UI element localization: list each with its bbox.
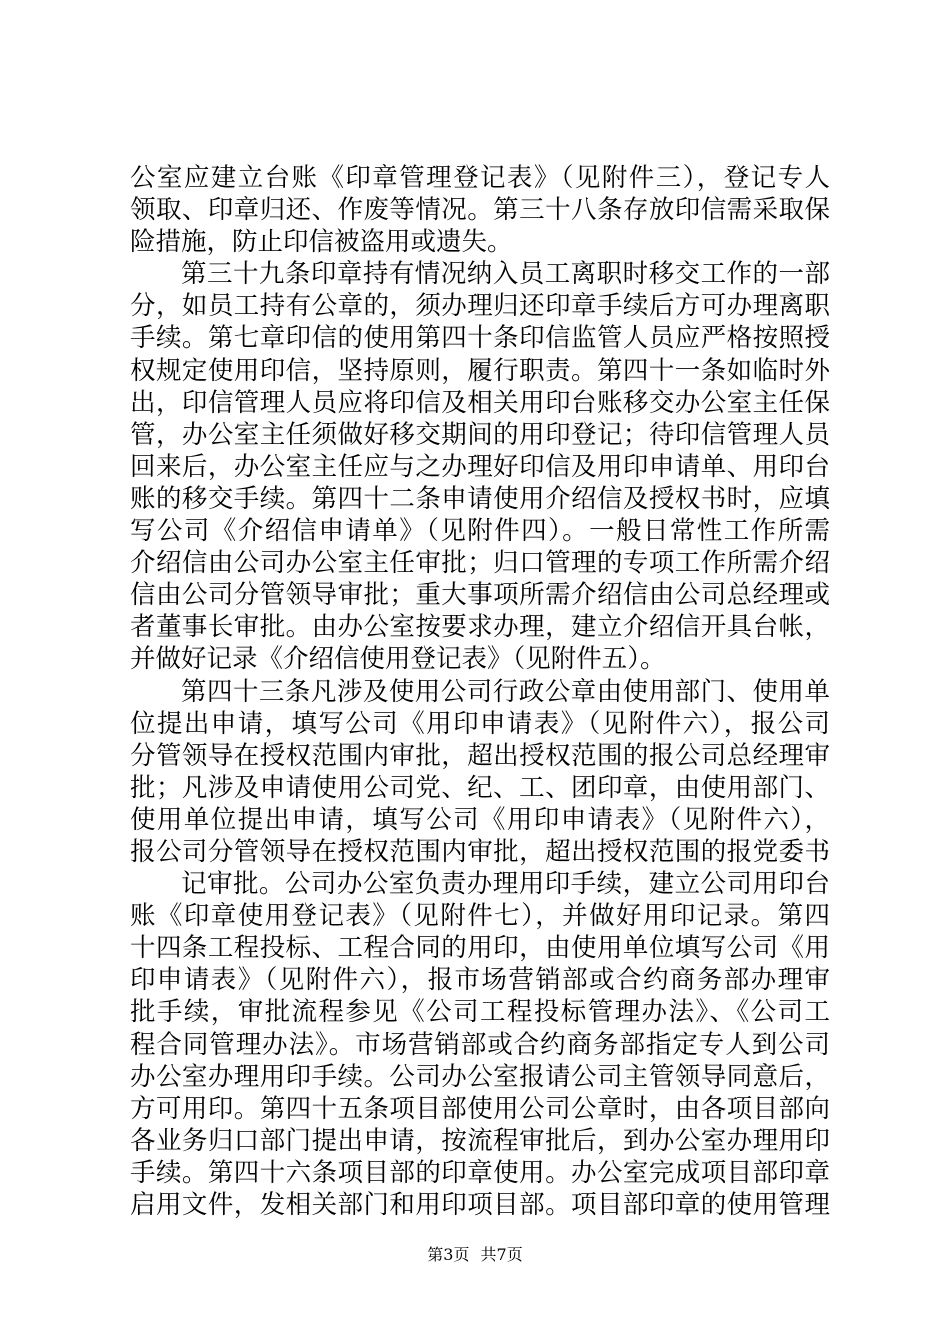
page-total: 共7页 xyxy=(480,1245,523,1264)
text-line: 记审批。公司办公室负责办理用印手续，建立公司用印台 xyxy=(181,869,830,900)
text-line: 十四条工程投标、工程合同的用印，由使用单位填写公司《用 xyxy=(130,933,830,964)
text-line: 险措施，防止印信被盗用或遗失。 xyxy=(130,227,513,258)
text-line: 启用文件，发相关部门和用印项目部。项目部印章的使用管理 xyxy=(130,1190,830,1220)
text-line: 批手续，审批流程参见《公司工程投标管理办法》、《公司工 xyxy=(130,997,830,1028)
text-line: 分管领导在授权范围内审批，超出授权范围的报公司总经理审 xyxy=(130,740,830,771)
page-number: 第3页 xyxy=(427,1245,470,1264)
text-line: 信由公司分管领导审批；重大事项所需介绍信由公司总经理或 xyxy=(130,580,830,611)
text-line: 使用单位提出申请，填写公司《用印申请表》（见附件六）， xyxy=(130,804,830,835)
text-line: 手续。第四十六条项目部的印章使用。办公室完成项目部印章 xyxy=(130,1157,830,1188)
text-line: 第四十三条凡涉及使用公司行政公章由使用部门、使用单 xyxy=(181,676,830,707)
text-line: 领取、印章归还、作废等情况。第三十八条存放印信需采取保 xyxy=(130,195,830,226)
text-line: 各业务归口部门提出申请，按流程审批后，到办公室办理用印 xyxy=(130,1125,830,1156)
text-line: 第三十九条印章持有情况纳入员工离职时移交工作的一部 xyxy=(181,259,830,290)
text-line: 出，印信管理人员应将印信及相关用印台账移交办公室主任保 xyxy=(130,387,830,418)
text-line: 权规定使用印信，坚持原则，履行职责。第四十一条如临时外 xyxy=(130,355,830,386)
text-line: 分，如员工持有公章的，须办理归还印章手续后方可办理离职 xyxy=(130,291,830,322)
page-footer xyxy=(0,1242,950,1265)
text-line: 方可用印。第四十五条项目部使用公司公章时，由各项目部向 xyxy=(130,1093,830,1124)
document-body xyxy=(130,162,830,1221)
text-line: 印申请表》（见附件六），报市场营销部或合约商务部办理审 xyxy=(130,965,830,996)
text-line: 回来后，办公室主任应与之办理好印信及用印申请单、用印台 xyxy=(130,451,830,482)
text-line: 办公室办理用印手续。公司办公室报请公司主管领导同意后， xyxy=(130,1061,830,1092)
text-line: 位提出申请，填写公司《用印申请表》（见附件六），报公司 xyxy=(130,708,830,739)
text-line: 公室应建立台账《印章管理登记表》（见附件三），登记专人 xyxy=(130,163,830,193)
text-line: 介绍信由公司办公室主任审批；归口管理的专项工作所需介绍 xyxy=(130,548,830,579)
text-line: 批；凡涉及申请使用公司党、纪、工、团印章，由使用部门、 xyxy=(130,772,830,803)
text-line: 写公司《介绍信申请单》（见附件四）。一般日常性工作所需 xyxy=(130,516,830,547)
text-line: 并做好记录《介绍信使用登记表》（见附件五）。 xyxy=(130,644,666,675)
text-line: 账的移交手续。第四十二条申请使用介绍信及授权书时，应填 xyxy=(130,483,830,514)
text-line: 管，办公室主任须做好移交期间的用印登记；待印信管理人员 xyxy=(130,419,830,450)
text-line: 账《印章使用登记表》（见附件七），并做好用印记录。第四 xyxy=(130,901,830,932)
text-line: 者董事长审批。由办公室按要求办理，建立介绍信开具台帐， xyxy=(130,612,830,643)
text-line: 报公司分管领导在授权范围内审批，超出授权范围的报党委书 xyxy=(130,836,830,867)
text-line: 手续。第七章印信的使用第四十条印信监管人员应严格按照授 xyxy=(130,323,830,354)
text-line: 程合同管理办法》。市场营销部或合约商务部指定专人到公司 xyxy=(130,1029,830,1060)
